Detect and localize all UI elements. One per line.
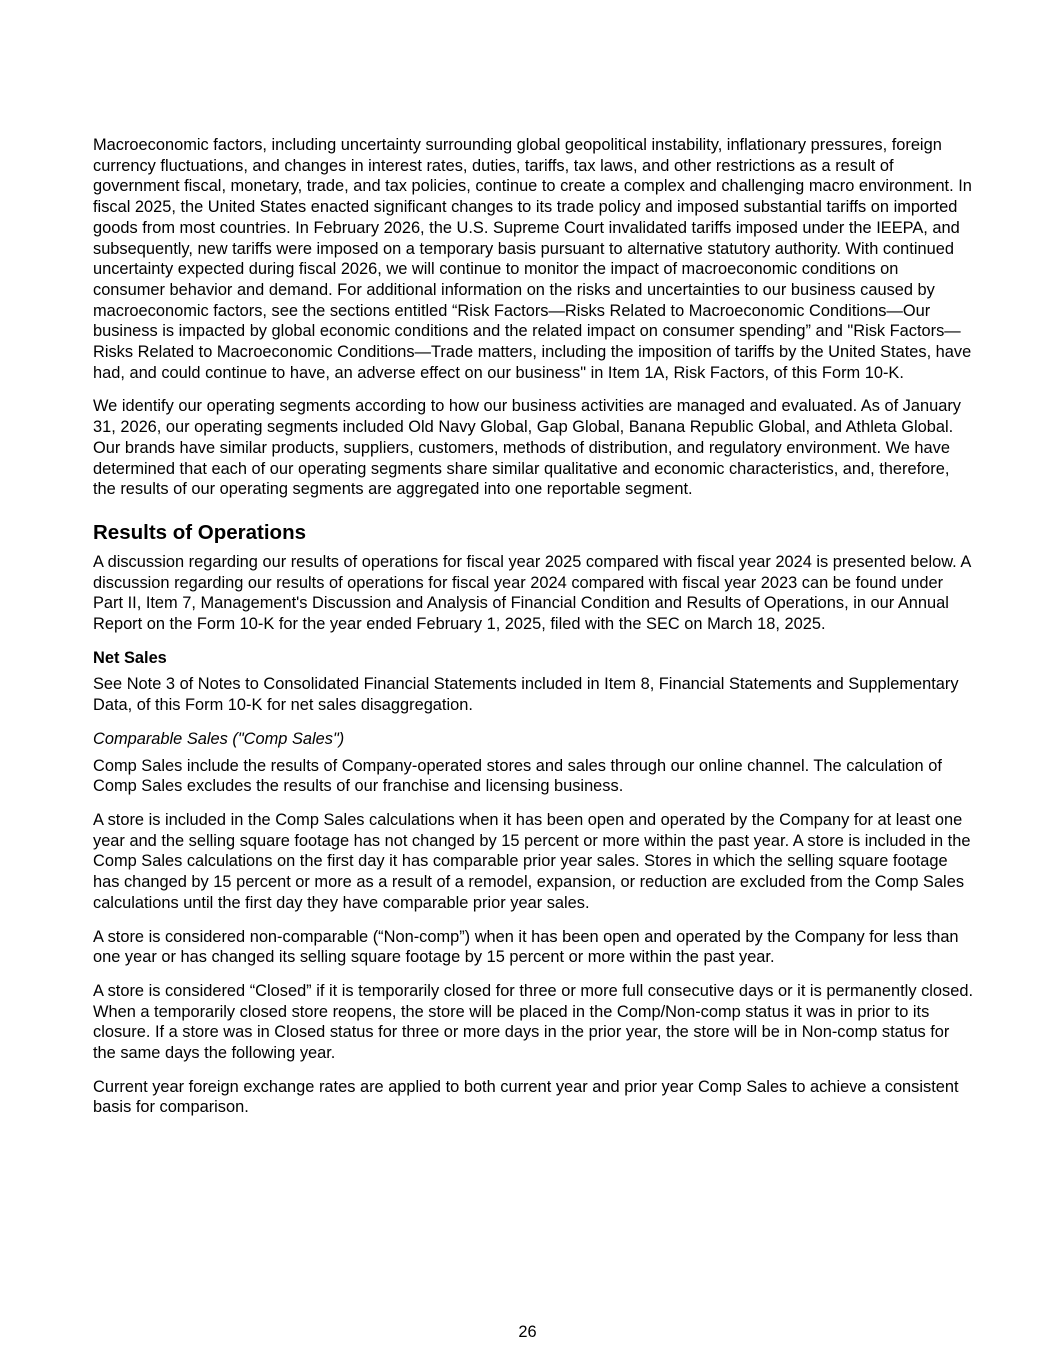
- comp-sales-paragraph-3: A store is considered non-comparable (“Non-comp”) when it has been open and operated by the Company for less than one year or has changed its selling square footage by 15 percent or more within the past year.: [93, 927, 959, 967]
- results-intro-paragraph: A discussion regarding our results of operations for fiscal year 2025 compared with fiscal year 2024 is presented below. A discussion regarding our results of operations for fiscal year 2024 compared with fiscal year 2023 can be found under Part II, Item 7, Management's Discussion and Analysis of Financial Condition and Results of Operations, in our Annual Report on the Form 10-K for the year ended February 1, 2025, filed with the SEC on March 18, 2025.: [93, 552, 971, 634]
- document-body: [93, 135, 973, 1131]
- comp-sales-paragraph-2: A store is included in the Comp Sales calculations when it has been open and operated by the Company for at least one year and the selling square footage has not changed by 15 percent or more within the past year. A store is included in the Comp Sales calculations on the first day it has comparable prior year sales. Stores in which the selling square footage has changed by 15 percent or more as a result of a remodel, expansion, or reduction are excluded from the Comp Sales calculations until the first day they have comparable prior year sales.: [93, 810, 971, 912]
- segments-paragraph: We identify our operating segments according to how our business activities are managed and evaluated. As of January 31, 2026, our operating segments included Old Navy Global, Gap Global, Banana Republic Global, and Athleta Global. Our brands have similar products, suppliers, customers, methods of distribution, and regulatory environment. We have determined that each of our operating segments share similar qualitative and economic characteristics, and, therefore, the results of our operating segments are aggregated into one reportable segment.: [93, 397, 961, 499]
- comp-sales-paragraph-1: Comp Sales include the results of Company-operated stores and sales through our online channel. The calculation of Comp Sales excludes the results of our franchise and licensing business.: [93, 756, 942, 796]
- page-number: 26: [518, 1323, 537, 1341]
- net-sales-paragraph: See Note 3 of Notes to Consolidated Financial Statements included in Item 8, Financial Statements and Supplementary Data, of this Form 10-K for net sales disaggregation.: [93, 675, 959, 715]
- comp-sales-paragraph-4: A store is considered “Closed” if it is temporarily closed for three or more full consecutive days or it is permanently closed. When a temporarily closed store reopens, the store will be placed in the Comp/Non-comp status it was in prior to its closure. If a store was in Closed status for three or more days in the prior year, the store will be in Non-comp status for the same days the following year.: [93, 981, 973, 1063]
- comp-sales-paragraph-5: Current year foreign exchange rates are applied to both current year and prior year Comp Sales to achieve a consistent basis for comparison.: [93, 1077, 959, 1117]
- macro-paragraph: Macroeconomic factors, including uncertainty surrounding global geopolitical instability, inflationary pressures, foreign currency fluctuations, and changes in interest rates, duties, tariffs, tax laws, and other restrictions as a result of government fiscal, monetary, trade, and tax policies, continue to create a complex and challenging macro environment. In fiscal 2025, the United States enacted significant changes to its trade policy and imposed substantial tariffs on imported goods from most countries. In February 2026, the U.S. Supreme Court invalidated tariffs imposed under the IEEPA, and subsequently, new tariffs were imposed on a temporary basis pursuant to alternative statutory authority. With continued uncertainty expected during fiscal 2026, we will continue to monitor the impact of macroeconomic conditions on consumer behavior and demand. For additional information on the risks and uncertainties to our business caused by macroeconomic factors, see the sections entitled “Risk Factors—Risks Related to Macroeconomic Conditions—Our business is impacted by global economic conditions and the related impact on consumer spending” and "Risk Factors—Risks Related to Macroeconomic Conditions—Trade matters, including the imposition of tariffs by the United States, have had, and could continue to have, an adverse effect on our business" in Item 1A, Risk Factors, of this Form 10-K.: [93, 136, 972, 382]
- results-of-operations-heading: Results of Operations: [93, 520, 307, 544]
- comp-sales-subheading: Comparable Sales ("Comp Sales"): [93, 729, 345, 748]
- net-sales-heading: Net Sales: [93, 648, 167, 667]
